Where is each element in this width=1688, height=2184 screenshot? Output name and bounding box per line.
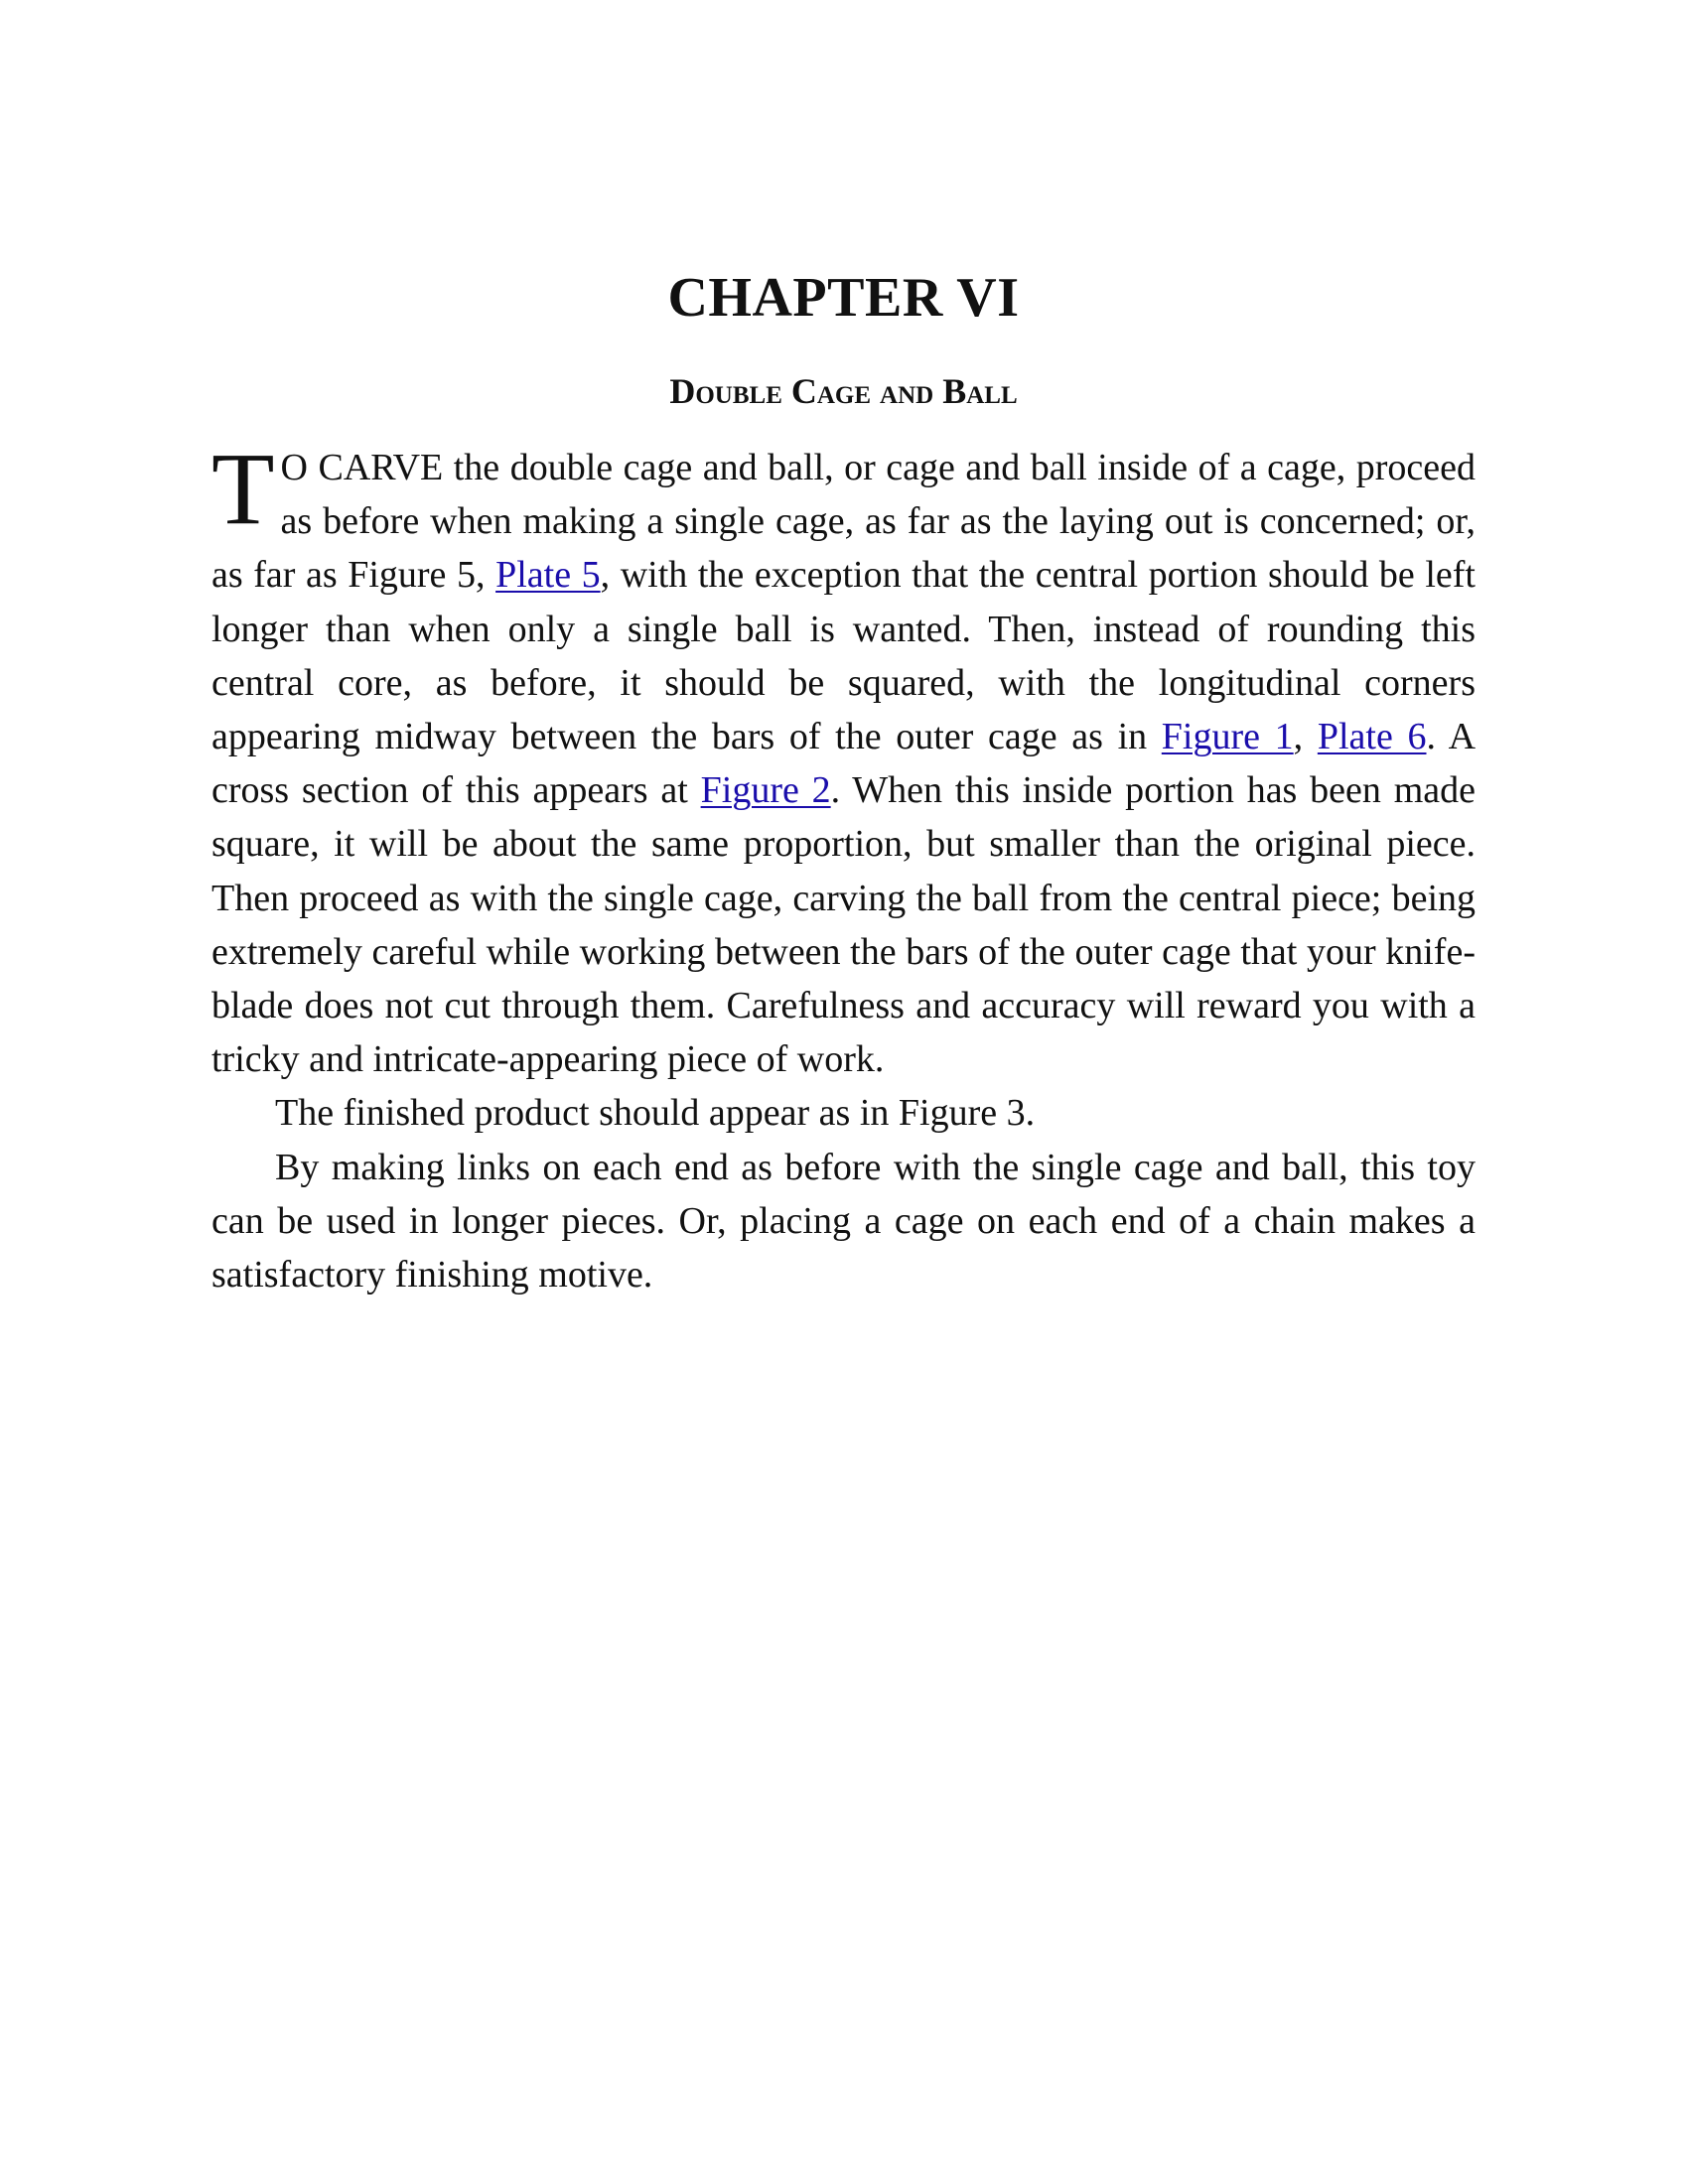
paragraph-1-text-4: . A cross section of this appears at (211, 716, 1477, 812)
paragraph-1-text-5: . When this inside portion has been made square, it will be about the same proportion, but smaller than the original piece. Then proceed as with the single cage, carving the ball from the central piece; being extremely careful while working between the bars of the outer cage that your knife-blade does not cut through them. Carefulness and accuracy will reward you with a tricky and intricate-appearing piece of work. (211, 769, 1476, 1081)
paragraph-2: The finished product should appear as in Figure 3. (275, 1092, 1036, 1135)
chapter-title: CHAPTER VI (667, 267, 1020, 329)
chapter-subtitle: Double Cage and Ball (669, 371, 1018, 411)
paragraph-1-text-2: , with the exception that the central portion should be left longer than when only a single ball is wanted. Then, instead of rounding this central core, as before, it should be squared, with the longitudinal corners appearing midway between the bars of the outer cage as in (211, 554, 1476, 758)
chapter-body (211, 432, 1477, 1301)
drop-cap: T (211, 432, 275, 546)
figure-1-link[interactable]: Figure 1 (1161, 716, 1294, 758)
paragraph-1-text-3: , (1293, 716, 1318, 758)
plate-6-link[interactable]: Plate 6 (1317, 716, 1427, 758)
figure-2-link[interactable]: Figure 2 (700, 769, 831, 812)
paragraph-1 (211, 432, 1477, 1086)
paragraph-1-text-1: O CARVE the double cage and ball, or cage and ball inside of a cage, proceed as before when making a single cage, as far as the laying out is concerned; or, as far as Figure 5, (211, 447, 1476, 597)
page (211, 260, 1476, 1301)
paragraph-3: By making links on each end as before with the single cage and ball, this toy can be used in longer pieces. Or, placing a cage on each end of a chain makes a satisfactory finishing motive. (211, 1146, 1476, 1297)
plate-5-link[interactable]: Plate 5 (495, 554, 601, 597)
